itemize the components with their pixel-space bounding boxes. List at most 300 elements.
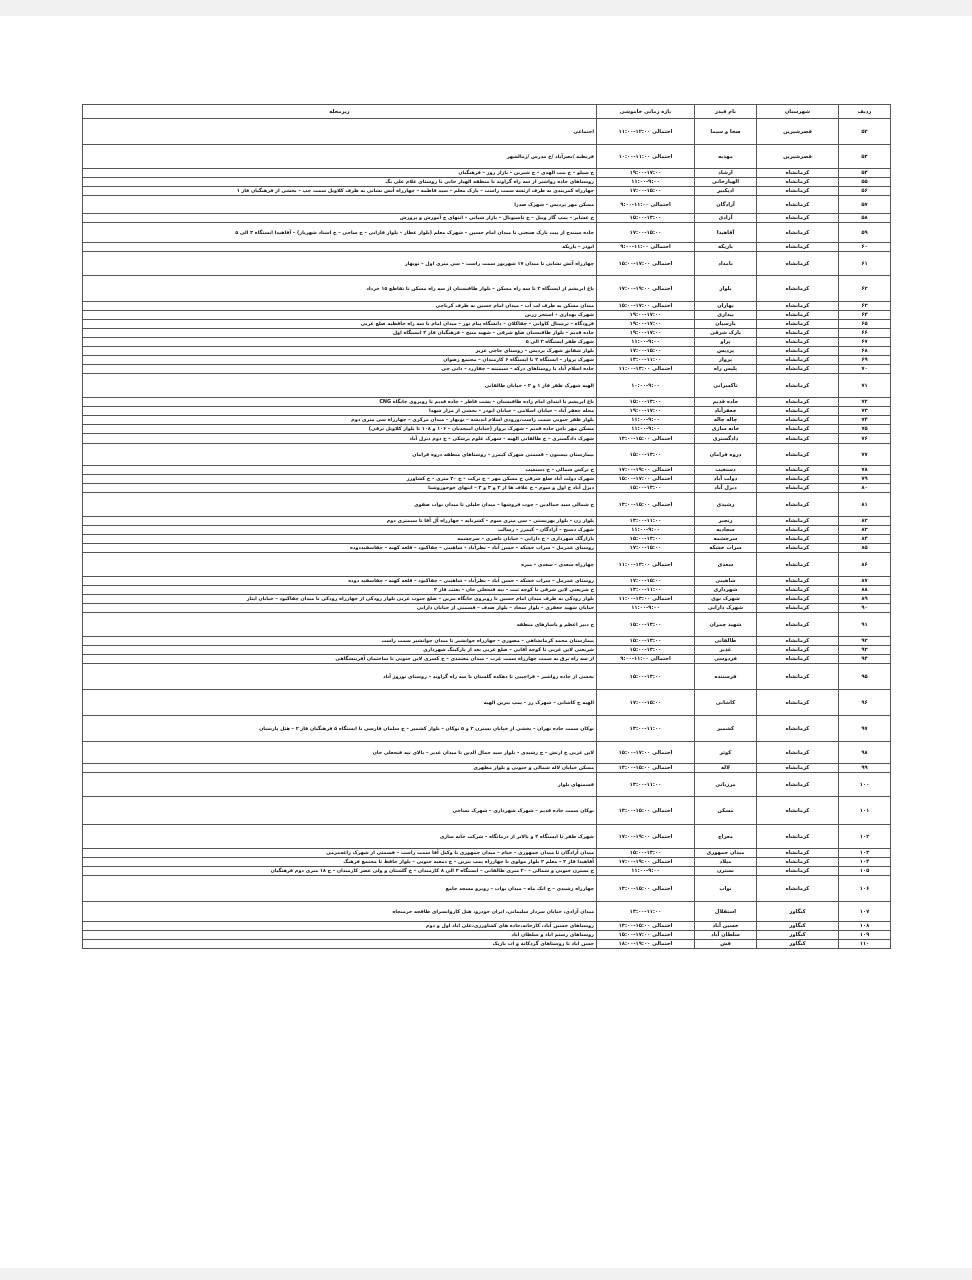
county-cell: کرمانشاه <box>757 398 839 407</box>
row-number-cell: ۵۸ <box>839 214 891 223</box>
row-number-cell: ۷۱ <box>839 374 891 398</box>
area-cell: مسکن مهر پردیس – شهرک صدرا <box>83 196 597 214</box>
row-number-cell: ۱۱۰ <box>839 940 891 949</box>
table-body <box>83 119 891 949</box>
area-cell: جاده اسلام آباد تا روستاهای درکه – سیمینه – چقازرد – دابی چی <box>83 365 597 374</box>
area-cell: قسمتهای بلوار <box>83 773 597 797</box>
county-cell: کرمانشاه <box>757 374 839 398</box>
row-number-cell: ۹۱ <box>839 613 891 637</box>
row-number-cell: ۶۳ <box>839 302 891 311</box>
area-cell: شهرک پرواز – ایستگاه ۲ تا ایستگاه ۶ کارمندان – مجتمع رضوان <box>83 356 597 365</box>
feeder-cell: میلاد <box>695 858 757 867</box>
county-cell: کرمانشاه <box>757 302 839 311</box>
county-cell: کرمانشاه <box>757 553 839 577</box>
area-cell: فرنطیه /نصرآباد /خ مدرس /زمالشهر <box>83 145 597 169</box>
table-row <box>83 196 891 214</box>
time-range-cell: ۱۵:۰۰-۱۳:۰۰ <box>597 444 695 466</box>
feeder-cell: آقاهیدا <box>695 223 757 243</box>
county-cell: کرمانشاه <box>757 577 839 586</box>
time-range-cell: ۱۳:۰۰-۱۱:۰۰ <box>597 517 695 526</box>
table-row <box>83 553 891 577</box>
table-row <box>83 252 891 276</box>
area-cell: حسن اباد تا روستاهای گردکانه و اب باریک <box>83 940 597 949</box>
area-cell: جاده سنندج از پیت پارک صنعتی تا میدان امام حسین – شهرک معلم (بلوار عطار – بلوار فارابی – خ ساحی – خ استاد شهریار) – آقاهیدا ایستگاه ۴ الی ۵ <box>83 223 597 243</box>
time-range-cell: احتمالی ۱۷:۰۰-۱۵:۰۰ <box>597 742 695 764</box>
county-cell: کرمانشاه <box>757 867 839 876</box>
table-row <box>83 544 891 553</box>
county-cell: کنگاور <box>757 902 839 922</box>
time-range-cell: ۱۱:۰۰-۹:۰۰ <box>597 425 695 434</box>
feeder-cell: خسین آباد <box>695 922 757 931</box>
area-cell: خ ترکس شمالی – خ دستغیب <box>83 466 597 475</box>
table-row <box>83 613 891 637</box>
time-range-cell: ۱۱:۰۰-۹:۰۰ <box>597 867 695 876</box>
time-range-cell: احتمالی ۱۹:۰۰-۱۸:۰۰ <box>597 940 695 949</box>
table-row <box>83 169 891 178</box>
row-number-cell: ۱۰۴ <box>839 858 891 867</box>
time-range-cell: ۱۱:۰۰-۹:۰۰ <box>597 526 695 535</box>
county-cell: کرمانشاه <box>757 223 839 243</box>
feeder-cell: پراو <box>695 338 757 347</box>
feeder-cell: میدان جمهوری <box>695 849 757 858</box>
county-cell: کرمانشاه <box>757 742 839 764</box>
table-row <box>83 466 891 475</box>
time-range-cell: ۱۷:۰۰-۱۵:۰۰ <box>597 347 695 356</box>
row-number-cell: ۸۳ <box>839 526 891 535</box>
county-cell: کرمانشاه <box>757 416 839 425</box>
area-cell: میدان مسکن به طرف لب آب – میدان امام حسین به طرف کرناچی <box>83 302 597 311</box>
county-cell: کرمانشاه <box>757 764 839 773</box>
row-number-cell: ۱۰۶ <box>839 876 891 902</box>
area-cell: دیزل آباد خ اول و سوم – خ علاف ها از ۲ و ۳ و ۴ – انتهای چوخوروشنا <box>83 484 597 493</box>
feeder-cell: شهرداری <box>695 586 757 595</box>
area-cell: محله جعفر آباد – خیابان اسلامی – خیابان ابوذر – بخشی از مزار شهدا <box>83 407 597 416</box>
header-area: زیرمحله <box>83 105 597 119</box>
table-row <box>83 922 891 931</box>
time-range-cell: ۱۳:۰۰-۱۱:۰۰ <box>597 773 695 797</box>
table-row <box>83 690 891 716</box>
time-range-cell: احتمالی ۱۹:۰۰-۱۷:۰۰ <box>597 825 695 849</box>
feeder-cell: طالقانی <box>695 637 757 646</box>
feeder-cell: نواب <box>695 876 757 902</box>
time-range-cell: احتمالی ۱۳:۰۰-۱۱:۰۰ <box>597 365 695 374</box>
area-cell: فرودگاه – ترمینال کاوانی – چقاکلان – دانشگاه پیام نور – میدان امام تا سه راه حافظیه ضلع غربی <box>83 320 597 329</box>
time-range-cell: ۱۷:۰۰-۱۵:۰۰ <box>597 577 695 586</box>
table-row <box>83 764 891 773</box>
area-cell: بیمارستان محمد کرمانشاهی – مصوری – چهارراه جوانشیر تا میدان جوانشیر سمت راست <box>83 637 597 646</box>
feeder-cell: رنجبر <box>695 517 757 526</box>
time-range-cell: ۱۳:۰۰-۱۱:۰۰ <box>597 586 695 595</box>
feeder-cell: کشمیر <box>695 716 757 742</box>
table-row <box>83 475 891 484</box>
feeder-cell: کاشانی <box>695 690 757 716</box>
county-cell: کرمانشاه <box>757 690 839 716</box>
county-cell: کرمانشاه <box>757 613 839 637</box>
feeder-cell: شاهینی <box>695 577 757 586</box>
county-cell: کرمانشاه <box>757 407 839 416</box>
county-cell: کرمانشاه <box>757 604 839 613</box>
area-cell: خ دبیر اعظم و باسازهای منطقه <box>83 613 597 637</box>
feeder-cell: مرزبانی <box>695 773 757 797</box>
area-cell: بلوار شقایق شهرک پردیس – روستای حاجی عزیز <box>83 347 597 356</box>
county-cell: قصرشیرین <box>757 119 839 145</box>
feeder-cell: پارک شرقی <box>695 329 757 338</box>
area-cell: مسکن خیابان لاله شمالی و جنوبی و بلوار مطهری <box>83 764 597 773</box>
table-row <box>83 931 891 940</box>
area-cell: شهرک ظفر تا ایستگاه ۲ و بالاتر از درمانگاه – شرکت خانه سازی <box>83 825 597 849</box>
row-number-cell: ۵۵ <box>839 178 891 187</box>
area-cell: روستای عمرمل – سراب خشکه – حسن آباد – نظرآباد – شاهینی – چقاکبود – قلعه کهنه – چقاسفیددوده <box>83 544 597 553</box>
table-row <box>83 493 891 517</box>
row-number-cell: ۶۱ <box>839 252 891 276</box>
feeder-cell: معراج <box>695 825 757 849</box>
row-number-cell: ۵۲ <box>839 119 891 145</box>
feeder-cell: بامداد <box>695 252 757 276</box>
area-cell: اجتماعی <box>83 119 597 145</box>
area-cell: خ نسترن جنوبی و شمالی – ۲۰ متری طالقانی – ایستگاه ۳ الی ۸ کارمندان – خ گلستان و ولی عصر کارمندان – خ ۱۸ متری دوم فرهنگیان <box>83 867 597 876</box>
feeder-cell: بهاران <box>695 302 757 311</box>
county-cell: کرمانشاه <box>757 320 839 329</box>
time-range-cell: احتمالی ۱۱:۰۰-۹:۰۰ <box>597 655 695 664</box>
feeder-cell: مهدیه <box>695 145 757 169</box>
feeder-cell: فردوسی <box>695 655 757 664</box>
county-cell: کرمانشاه <box>757 276 839 302</box>
table-row <box>83 535 891 544</box>
table-row <box>83 595 891 604</box>
row-number-cell: ۹۰ <box>839 604 891 613</box>
table-row <box>83 320 891 329</box>
area-cell: بیمارستان بیستون – قسمتی شهرک کیمرز – روستاهای منطقه دروه فرامان <box>83 444 597 466</box>
feeder-cell: فرستنده <box>695 664 757 690</box>
county-cell: کرمانشاه <box>757 825 839 849</box>
area-cell: شهرک ظفر ایستگاه ۳ الی ۵ <box>83 338 597 347</box>
row-number-cell: ۸۴ <box>839 535 891 544</box>
feeder-cell: جعفرآباد <box>695 407 757 416</box>
feeder-cell: استقلال <box>695 902 757 922</box>
table-row <box>83 526 891 535</box>
county-cell: کرمانشاه <box>757 716 839 742</box>
county-cell: کرمانشاه <box>757 664 839 690</box>
area-cell: آقاهیدا فاز ۲ – معلم ۲ بلوار مولوی تا چهارراه پمپ بنزین – خ دمعیه جنوبی – بلوار حافظ تا مجتمع فرهنگ <box>83 858 597 867</box>
time-range-cell: احتمالی ۱۱:۰۰-۹:۰۰ <box>597 243 695 252</box>
county-cell: کرمانشاه <box>757 196 839 214</box>
row-number-cell: ۹۶ <box>839 690 891 716</box>
table-row <box>83 416 891 425</box>
county-cell: کرمانشاه <box>757 849 839 858</box>
county-cell: کرمانشاه <box>757 356 839 365</box>
area-cell: شهرک دولت آباد ضلع شرقی خ مسکن مهر – خ ترکت – خ ۴۰ متری – خ کشاورز <box>83 475 597 484</box>
table-row <box>83 637 891 646</box>
time-range-cell: ۱۱:۰۰-۹:۰۰ <box>597 416 695 425</box>
feeder-cell: سجادیه <box>695 526 757 535</box>
area-cell: الهیه شهرک ظفر فاز ۱ و ۲ – خیابان طالقانی <box>83 374 597 398</box>
feeder-cell: سراب خشکه <box>695 544 757 553</box>
area-cell: شهرک دسیج – آزادگان – کیمرز – رسالت <box>83 526 597 535</box>
county-cell: کرمانشاه <box>757 526 839 535</box>
table-header-row <box>83 105 891 119</box>
area-cell: شهرک دادگستری – خ طالقانی الهیه – شهرک علوم پزشکی – خ دوم دیزل آباد <box>83 434 597 444</box>
row-number-cell: ۷۴ <box>839 416 891 425</box>
feeder-cell: شهید چمران <box>695 613 757 637</box>
table-row <box>83 311 891 320</box>
area-cell: خ شمالی سید جمالدین – چوب فروشها – میدان جلیلی تا میدان نواب صفوی <box>83 493 597 517</box>
row-number-cell: ۸۱ <box>839 493 891 517</box>
time-range-cell: احتمالی ۱۵:۰۰-۱۳:۰۰ <box>597 764 695 773</box>
feeder-cell: شهرک نوی <box>695 595 757 604</box>
row-number-cell: ۸۰ <box>839 484 891 493</box>
table-row <box>83 858 891 867</box>
time-range-cell: ۱۳:۰۰-۱۱:۰۰ <box>597 716 695 742</box>
table-row <box>83 940 891 949</box>
table-row <box>83 849 891 858</box>
area-cell: روستای عمرمل – سراب خشکه – حسن آباد – نظرآباد – شاهینی – چقاکبود – قلعه کهنه – چقاسفید دوده <box>83 577 597 586</box>
time-range-cell: ۱۵:۰۰-۱۳:۰۰ <box>597 398 695 407</box>
feeder-cell: رشیدی <box>695 493 757 517</box>
county-cell: کرمانشاه <box>757 586 839 595</box>
county-cell: کرمانشاه <box>757 773 839 797</box>
feeder-cell: لاله <box>695 764 757 773</box>
outage-schedule-table <box>82 104 891 949</box>
area-cell: چهارراه رشیدی – خ اتک ماه – میدان نواب – روبرو مسجد جامع <box>83 876 597 902</box>
table-row <box>83 716 891 742</box>
time-range-cell: ۱۵:۰۰-۱۳:۰۰ <box>597 849 695 858</box>
county-cell: کرمانشاه <box>757 484 839 493</box>
row-number-cell: ۱۰۷ <box>839 902 891 922</box>
time-range-cell: ۱۱:۰۰-۹:۰۰ <box>597 604 695 613</box>
row-number-cell: ۶۸ <box>839 347 891 356</box>
feeder-cell: سرچشمه <box>695 535 757 544</box>
row-number-cell: ۶۶ <box>839 329 891 338</box>
row-number-cell: ۵۶ <box>839 187 891 196</box>
time-range-cell: ۱۹:۰۰-۱۷:۰۰ <box>597 329 695 338</box>
county-cell: کرمانشاه <box>757 535 839 544</box>
table-row <box>83 434 891 444</box>
county-cell: کنگاور <box>757 940 839 949</box>
viewer-bottom-bar <box>0 1268 972 1280</box>
row-number-cell: ۱۰۹ <box>839 931 891 940</box>
time-range-cell: احتمالی ۱۱:۰۰-۱۰:۰۰ <box>597 145 695 169</box>
row-number-cell: ۶۷ <box>839 338 891 347</box>
table-row <box>83 655 891 664</box>
table-row <box>83 243 891 252</box>
row-number-cell: ۷۰ <box>839 365 891 374</box>
county-cell: کرمانشاه <box>757 876 839 902</box>
county-cell: کرمانشاه <box>757 329 839 338</box>
county-cell: کرمانشاه <box>757 646 839 655</box>
row-number-cell: ۶۲ <box>839 276 891 302</box>
area-cell: جاده قدیم – بلوار طاقبستان ضلع شرقی – شهید منتح – فرهنگیان فاز ۲ ایستگاه اول <box>83 329 597 338</box>
feeder-cell: جاده قدیم <box>695 398 757 407</box>
row-number-cell: ۷۷ <box>839 444 891 466</box>
row-number-cell: ۸۹ <box>839 595 891 604</box>
area-cell: روستاهای رستم اباد و سلطان اباد <box>83 931 597 940</box>
county-cell: کرمانشاه <box>757 544 839 553</box>
feeder-cell: باریکه <box>695 243 757 252</box>
row-number-cell: ۶۰ <box>839 243 891 252</box>
time-range-cell: ۱۷:۰۰-۱۵:۰۰ <box>597 187 695 196</box>
table-row <box>83 586 891 595</box>
time-range-cell: احتمالی ۱۳:۰۰-۱۱:۰۰ <box>597 595 695 604</box>
feeder-cell: الهیارخانی <box>695 178 757 187</box>
feeder-cell: دروه فرامان <box>695 444 757 466</box>
feeder-cell: پارسیان <box>695 320 757 329</box>
area-cell: لاین غربی خ ارتش – خ رشیدی – بلوار سید جمال الدین تا میدان غدیر – بالای تپه فتحعلی خان <box>83 742 597 764</box>
row-number-cell: ۱۰۰ <box>839 773 891 797</box>
county-cell: کرمانشاه <box>757 466 839 475</box>
county-cell: کرمانشاه <box>757 425 839 434</box>
feeder-cell: چاله چاله <box>695 416 757 425</box>
time-range-cell: احتمالی ۱۹:۰۰-۱۷:۰۰ <box>597 466 695 475</box>
time-range-cell: ۱۳:۰۰-۱۱:۰۰ <box>597 902 695 922</box>
feeder-cell: صحا و سیما <box>695 119 757 145</box>
row-number-cell: ۱۰۳ <box>839 849 891 858</box>
county-cell: کرمانشاه <box>757 311 839 320</box>
county-cell: کرمانشاه <box>757 347 839 356</box>
time-range-cell: ۱۱:۰۰-۹:۰۰ <box>597 178 695 187</box>
table-row <box>83 444 891 466</box>
county-cell: کرمانشاه <box>757 797 839 825</box>
table-row <box>83 825 891 849</box>
feeder-cell: خانه سازی <box>695 425 757 434</box>
viewer-top-bar <box>0 0 972 16</box>
table-row <box>83 223 891 243</box>
row-number-cell: ۹۹ <box>839 764 891 773</box>
table-row <box>83 484 891 493</box>
feeder-cell: تاکسرانی <box>695 374 757 398</box>
time-range-cell: ۱۵:۰۰-۱۳:۰۰ <box>597 664 695 690</box>
feeder-cell: دولت آباد <box>695 475 757 484</box>
county-cell: کرمانشاه <box>757 178 839 187</box>
area-cell: از سه راه برق به سمت چهارراه سمت غرب – میدان معتمدی – خ کسری لاین جنوبی تا ساختمان آفرینشگاهی <box>83 655 597 664</box>
time-range-cell: ۱۵:۰۰-۱۳:۰۰ <box>597 646 695 655</box>
feeder-cell: آزادی <box>695 214 757 223</box>
area-cell: شریعتی لاین غربی تا کوچه آقایی – ضلع غربی بعد از پارکینگ شهرداری <box>83 646 597 655</box>
area-cell: خیابان شهید جعفری – بلوار سجاد – بلوار صدف – قسمتی از خیابان دارایی <box>83 604 597 613</box>
row-number-cell: ۷۹ <box>839 475 891 484</box>
table-row <box>83 742 891 764</box>
area-cell: باغ ابریشم تا ابتدای امام زاده طاقبستان – پشت قاطر – جاده قدیم تا روبروی جایگاه CNG <box>83 398 597 407</box>
table-row <box>83 119 891 145</box>
table-row <box>83 178 891 187</box>
county-cell: کرمانشاه <box>757 252 839 276</box>
county-cell: کرمانشاه <box>757 595 839 604</box>
county-cell: کنگاور <box>757 922 839 931</box>
area-cell: روستاهای جاده رواشیر از سه راه گراوند تا منطقه الهیار خانی تا روستای غلام علی بگ <box>83 178 597 187</box>
feeder-cell: پلیس راه <box>695 365 757 374</box>
table-row <box>83 187 891 196</box>
time-range-cell: ۱۹:۰۰-۱۷:۰۰ <box>597 407 695 416</box>
table-row <box>83 577 891 586</box>
feeder-cell: بیداری <box>695 311 757 320</box>
area-cell: بلوار زن – بلوار بهزیستی – سی متری سوم – کشرنانه – چهارراه آل آقا تا سیمتری دوم <box>83 517 597 526</box>
time-range-cell: ۱۷:۰۰-۱۵:۰۰ <box>597 223 695 243</box>
table-row <box>83 347 891 356</box>
row-number-cell: ۷۲ <box>839 398 891 407</box>
area-cell: بخشی از جاده رواشیر – قراچینی تا دهکده گلستان تا سه راه گراوند – روستای نوروز آباد <box>83 664 597 690</box>
time-range-cell: ۱۷:۰۰-۱۵:۰۰ <box>597 544 695 553</box>
county-cell: کنگاور <box>757 931 839 940</box>
feeder-cell: قش <box>695 940 757 949</box>
area-cell: خ عشایر – پمپ گاز وییل – خ تاسیونال – بازار شبانی – انتهای خ آموزش و پرورش <box>83 214 597 223</box>
table-row <box>83 902 891 922</box>
feeder-cell: مسکن <box>695 797 757 825</box>
time-range-cell: ۱۹:۰۰-۱۷:۰۰ <box>597 311 695 320</box>
time-range-cell: ۱۷:۰۰-۱۵:۰۰ <box>597 690 695 716</box>
feeder-cell: شهرک دارایی <box>695 604 757 613</box>
feeder-cell: پرواز <box>695 356 757 365</box>
feeder-cell: بلوار <box>695 276 757 302</box>
feeder-cell: نسترن <box>695 867 757 876</box>
county-cell: کرمانشاه <box>757 444 839 466</box>
time-range-cell: احتمالی ۱۹:۰۰-۱۷:۰۰ <box>597 858 695 867</box>
area-cell: خ شریعتی لاین شرقی تا کوچه ثبت – تپه فتحعلی خان – بعثت فاز ۲ <box>83 586 597 595</box>
time-range-cell: احتمالی ۱۱:۰۰-۹:۰۰ <box>597 196 695 214</box>
area-cell: میدان آزادگان تا میدان جمهوری – خیام – میدان جمهوری تا وکیل آقا سمت راست – قسمتی از شهرک زاغه‌مرمی <box>83 849 597 858</box>
time-range-cell: ۱۹:۰۰-۱۷:۰۰ <box>597 320 695 329</box>
table-row <box>83 664 891 690</box>
row-number-cell: ۹۸ <box>839 742 891 764</box>
area-cell: چهارراه سعدی – سعدی – منزه <box>83 553 597 577</box>
time-range-cell: ۱۵:۰۰-۱۳:۰۰ <box>597 484 695 493</box>
feeder-cell: آزادگان <box>695 196 757 214</box>
time-range-cell: ۱۱:۰۰-۹:۰۰ <box>597 338 695 347</box>
area-cell: بازارگک شهرداری – خ دارایی – خیابان ناصری – سرچشمه <box>83 535 597 544</box>
feeder-cell: سلطان آباد <box>695 931 757 940</box>
table-row <box>83 867 891 876</box>
area-cell: خ سیلو – خ بنت الهدی – خ شیرین – بازار روز – فرهنگیان <box>83 169 597 178</box>
feeder-cell: پردیس <box>695 347 757 356</box>
table-row <box>83 374 891 398</box>
table-row <box>83 425 891 434</box>
county-cell: کرمانشاه <box>757 493 839 517</box>
time-range-cell: ۱۵:۰۰-۱۳:۰۰ <box>597 637 695 646</box>
county-cell: قصرشیرین <box>757 145 839 169</box>
row-number-cell: ۹۳ <box>839 646 891 655</box>
time-range-cell: احتمالی ۱۷:۰۰-۱۵:۰۰ <box>597 931 695 940</box>
header-row-number: ردیف <box>839 105 891 119</box>
time-range-cell: ۱۵:۰۰-۱۳:۰۰ <box>597 613 695 637</box>
feeder-cell: دیزل آباد <box>695 484 757 493</box>
time-range-cell: احتمالی ۱۷:۰۰-۱۵:۰۰ <box>597 252 695 276</box>
table-row <box>83 302 891 311</box>
time-range-cell: ۱۹:۰۰-۱۷:۰۰ <box>597 169 695 178</box>
row-number-cell: ۷۳ <box>839 407 891 416</box>
feeder-cell: سعدی <box>695 553 757 577</box>
area-cell: باغ ابریشم از ایستگاه ۲ تا سه راه مسکن – بلوار طاقبستان از سه راه مسکن تا تقاطع ۱۵ خرداد <box>83 276 597 302</box>
area-cell: چهارراه کمربندی به طرف ارتشه سمت راست – پارک معلم – سید فاطمه – چهارراه آتش نشانی به طرف کلاویل سمت چپ – بخشی از فرهنگیان فاز ۱ <box>83 187 597 196</box>
row-number-cell: ۸۵ <box>839 544 891 553</box>
row-number-cell: ۹۲ <box>839 637 891 646</box>
county-cell: کرمانشاه <box>757 637 839 646</box>
feeder-cell: ادیکبیر <box>695 187 757 196</box>
row-number-cell: ۱۰۱ <box>839 797 891 825</box>
time-range-cell: احتمالی ۱۷:۰۰-۱۵:۰۰ <box>597 302 695 311</box>
table-row <box>83 604 891 613</box>
table-row <box>83 797 891 825</box>
header-feeder: نام فیدر <box>695 105 757 119</box>
row-number-cell: ۹۷ <box>839 716 891 742</box>
time-range-cell: احتمالی ۱۵:۰۰-۱۳:۰۰ <box>597 876 695 902</box>
table-row <box>83 276 891 302</box>
header-time: بازه زمانی خاموشی <box>597 105 695 119</box>
time-range-cell: احتمالی ۱۳:۰۰-۱۱:۰۰ <box>597 553 695 577</box>
county-cell: کرمانشاه <box>757 475 839 484</box>
row-number-cell: ۶۵ <box>839 320 891 329</box>
row-number-cell: ۵۹ <box>839 223 891 243</box>
table-row <box>83 407 891 416</box>
table-row <box>83 365 891 374</box>
area-cell: روستاهای خسین آباد، کارخانه،جاده های کشاورزی،علی اباد اول و دوم <box>83 922 597 931</box>
